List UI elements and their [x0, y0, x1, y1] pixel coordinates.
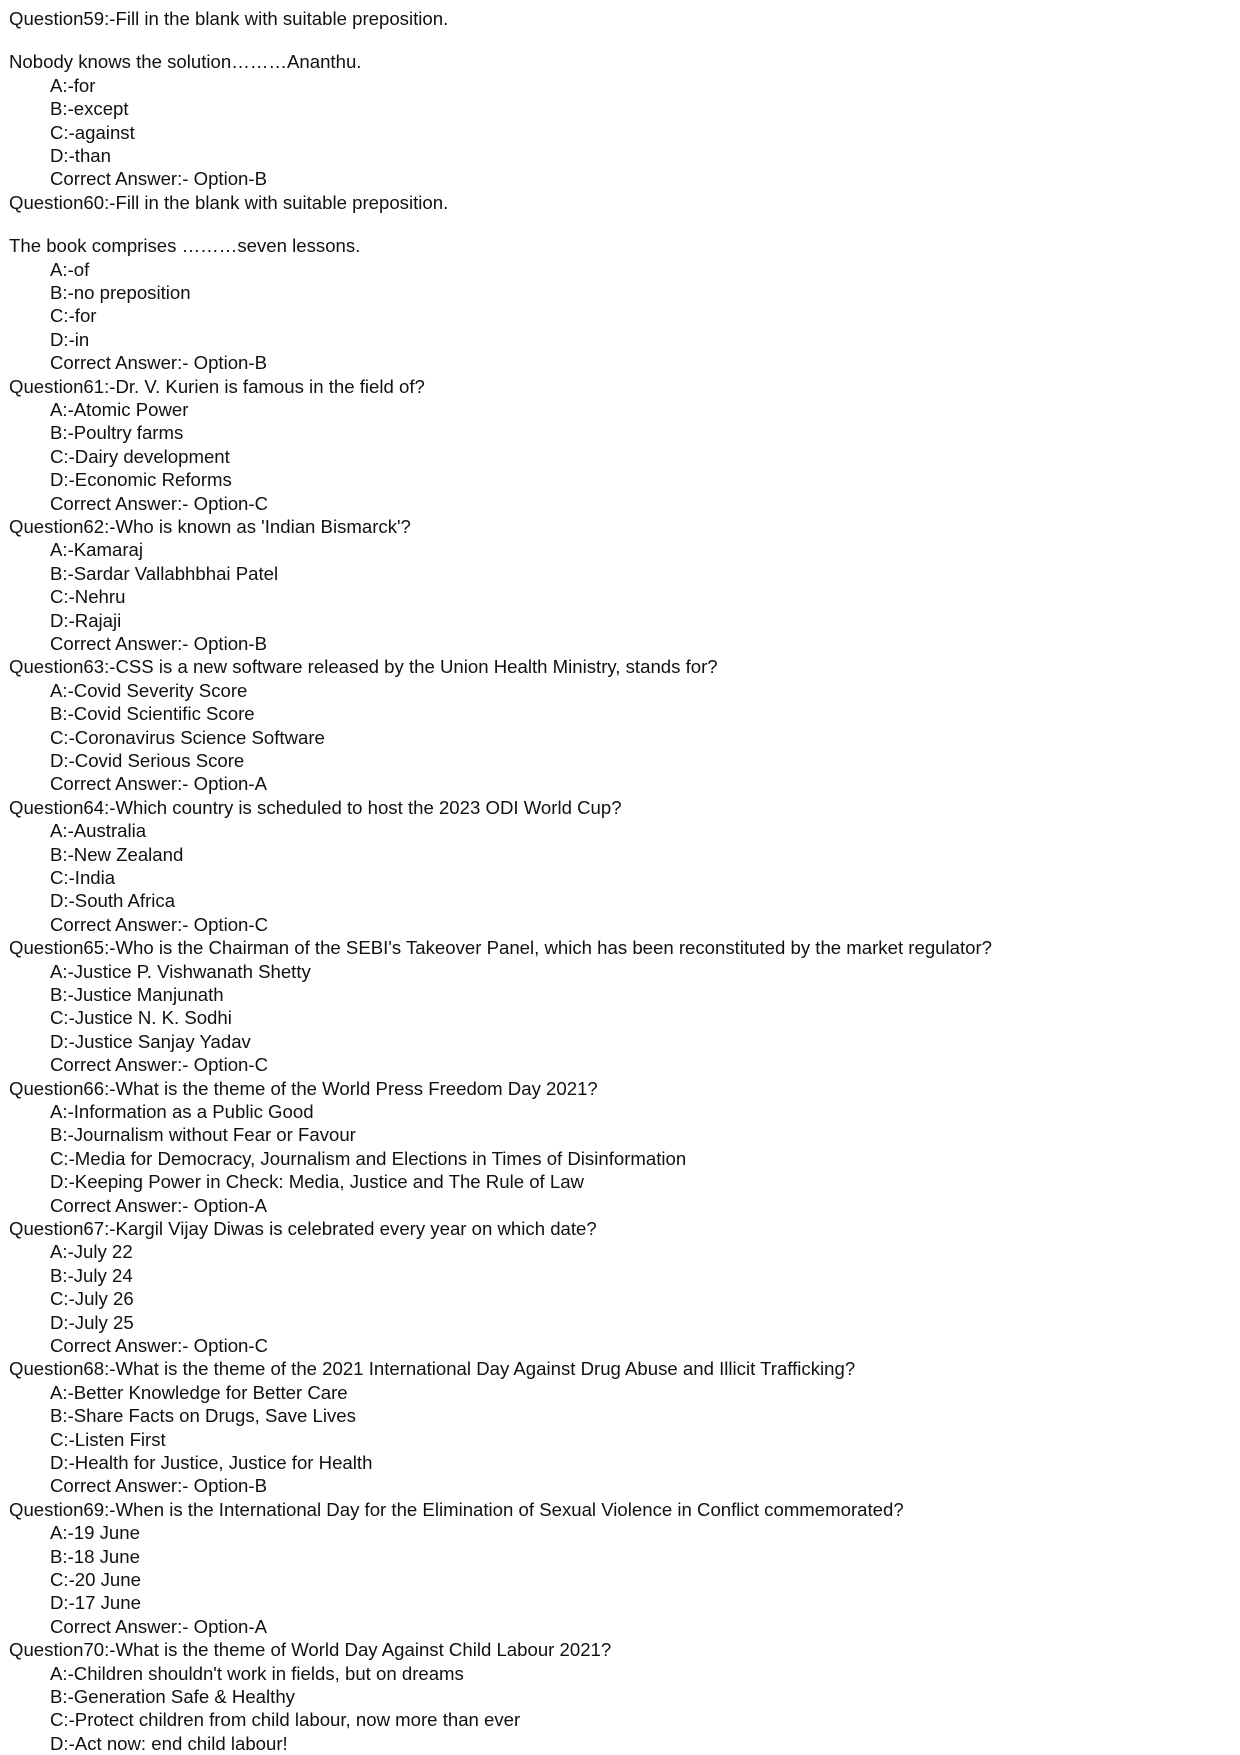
answer-option: B:-Covid Scientific Score	[50, 703, 255, 725]
answer-option: B:-Sardar Vallabhbhai Patel	[50, 562, 279, 584]
answer-option: A:-19 June	[50, 1522, 140, 1544]
answer-option: A:-Covid Severity Score	[50, 679, 248, 701]
answer-option: C:-Coronavirus Science Software	[50, 726, 325, 748]
question-title: Question69:-When is the International Day for the Elimination of Sexual Violence in Conflict commemorated?	[9, 1498, 904, 1520]
answer-option: A:-July 22	[50, 1241, 133, 1263]
question-sentence: The book comprises ………seven lessons.	[9, 235, 361, 257]
answer-option: A:-Children shouldn't work in fields, but on dreams	[50, 1662, 464, 1684]
answer-option: B:-Justice Manjunath	[50, 984, 224, 1005]
question-title: Question64:-Which country is scheduled to host the 2023 ODI World Cup?	[9, 796, 622, 818]
answer-option: D:-than	[50, 145, 111, 166]
answer-option: C:-against	[50, 121, 135, 143]
answer-option: B:-Poultry farms	[50, 422, 184, 444]
answer-option: C:-Nehru	[50, 586, 126, 608]
answer-option: D:-Covid Serious Score	[50, 750, 245, 771]
answer-option: B:-Generation Safe & Healthy	[50, 1686, 295, 1707]
question-title: Question61:-Dr. V. Kurien is famous in the field of?	[9, 375, 425, 397]
correct-answer: Correct Answer:- Option-B	[50, 1475, 267, 1497]
answer-option: D:-Act now: end child labour!	[50, 1732, 288, 1754]
answer-option: D:-Health for Justice, Justice for Health	[50, 1452, 373, 1473]
answer-option: A:-Justice P. Vishwanath Shetty	[50, 960, 311, 982]
correct-answer: Correct Answer:- Option-B	[50, 168, 267, 190]
answer-option: A:-Better Knowledge for Better Care	[50, 1381, 348, 1403]
answer-option: C:-for	[50, 305, 97, 327]
correct-answer: Correct Answer:- Option-C	[50, 1335, 269, 1356]
answer-option: C:-Protect children from child labour, now more than ever	[50, 1709, 521, 1731]
answer-option: C:-20 June	[50, 1569, 141, 1590]
answer-option: C:-Justice N. K. Sodhi	[50, 1007, 232, 1029]
answer-option: D:-17 June	[50, 1592, 141, 1614]
question-title: Question66:-What is the theme of the World Press Freedom Day 2021?	[9, 1077, 598, 1099]
correct-answer: Correct Answer:- Option-B	[50, 352, 267, 374]
question-title: Question65:-Who is the Chairman of the SEBI's Takeover Panel, which has been reconstituted by the market regulator?	[9, 937, 993, 959]
answer-option: C:-July 26	[50, 1288, 134, 1310]
correct-answer: Correct Answer:- Option-B	[50, 633, 267, 654]
question-title: Question70:-What is the theme of World Day Against Child Labour 2021?	[9, 1639, 612, 1661]
answer-option: B:-New Zealand	[50, 843, 184, 865]
answer-option: A:-Atomic Power	[50, 399, 189, 420]
answer-option: B:-July 24	[50, 1264, 133, 1286]
question-sentence: Nobody knows the solution………Ananthu.	[9, 51, 362, 73]
answer-option: D:-South Africa	[50, 890, 176, 912]
answer-option: C:-Dairy development	[50, 445, 230, 467]
question-title: Question63:-CSS is a new software released by the Union Health Ministry, stands for?	[9, 656, 718, 678]
correct-answer: Correct Answer:- Option-C	[50, 1054, 269, 1076]
answer-option: C:-Listen First	[50, 1428, 166, 1450]
correct-answer: Correct Answer:- Option-C	[50, 913, 269, 935]
answer-option: C:-India	[50, 867, 116, 888]
correct-answer: Correct Answer:- Option-A	[50, 1615, 267, 1637]
answer-option: D:-Justice Sanjay Yadav	[50, 1030, 251, 1052]
question-title: Question67:-Kargil Vijay Diwas is celebrated every year on which date?	[9, 1218, 597, 1239]
question-title: Question59:-Fill in the blank with suitable preposition.	[9, 8, 449, 29]
answer-option: D:-Rajaji	[50, 609, 122, 631]
correct-answer: Correct Answer:- Option-C	[50, 492, 269, 514]
answer-option: D:-Keeping Power in Check: Media, Justice and The Rule of Law	[50, 1171, 584, 1193]
answer-option: A:-Australia	[50, 820, 147, 842]
correct-answer: Correct Answer:- Option-A	[50, 773, 267, 795]
answer-option: B:-except	[50, 98, 129, 120]
answer-option: A:-of	[50, 258, 90, 280]
answer-option: A:-Kamaraj	[50, 539, 143, 561]
answer-option: B:-Share Facts on Drugs, Save Lives	[50, 1405, 356, 1427]
answer-option: D:-Economic Reforms	[50, 469, 232, 491]
answer-option: A:-Information as a Public Good	[50, 1101, 314, 1122]
answer-option: B:-18 June	[50, 1545, 140, 1567]
answer-option: D:-in	[50, 328, 90, 350]
answer-option: C:-Media for Democracy, Journalism and Elections in Times of Disinformation	[50, 1147, 687, 1169]
question-title: Question62:-Who is known as 'Indian Bismarck'?	[9, 516, 411, 537]
question-title: Question60:-Fill in the blank with suitable preposition.	[9, 191, 449, 213]
answer-option: D:-July 25	[50, 1311, 134, 1333]
answer-option: B:-no preposition	[50, 282, 191, 303]
correct-answer: Correct Answer:- Option-A	[50, 1194, 267, 1216]
question-title: Question68:-What is the theme of the 2021 International Day Against Drug Abuse and Illicit Trafficking?	[9, 1358, 856, 1380]
answer-option: B:-Journalism without Fear or Favour	[50, 1124, 356, 1146]
answer-option: A:-for	[50, 74, 96, 96]
